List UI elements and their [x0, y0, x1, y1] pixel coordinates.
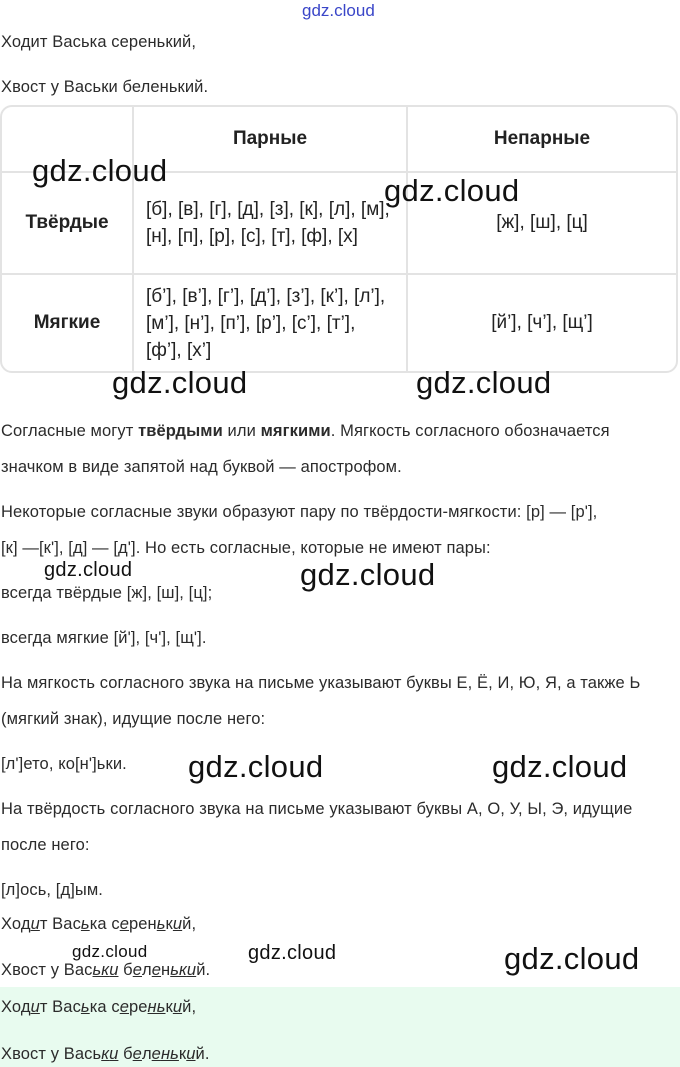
text-span: к	[165, 998, 173, 1016]
text-span: Ход	[1, 915, 31, 933]
marked-letter: и	[186, 961, 197, 979]
watermark: gdz.cloud	[112, 365, 248, 400]
text-span: н	[161, 961, 171, 979]
watermark: gdz.cloud	[300, 557, 436, 592]
watermark: gdz.cloud	[384, 173, 520, 208]
marked-letter: нь	[147, 998, 166, 1016]
text-span: б	[118, 1045, 133, 1063]
watermark: gdz.cloud	[32, 153, 168, 188]
text-span: ка с	[89, 915, 120, 933]
marked-letter: и	[172, 915, 183, 933]
consonants-table	[0, 105, 678, 373]
marked-letter: е	[132, 961, 143, 979]
marked-letter: и	[109, 1045, 119, 1063]
para1-line-2: значком в виде запятой над буквой — апострофом.	[1, 458, 402, 476]
poem-line-1: Ходит Васька серенький,	[1, 33, 197, 51]
row-label-hard: Твёрдые	[2, 172, 133, 274]
text-span: л	[141, 1045, 152, 1063]
marked-letter: ь	[156, 915, 166, 933]
watermark: gdz.cloud	[44, 559, 133, 581]
marked-letter: ьк	[170, 961, 187, 979]
text-span: ка с	[89, 998, 120, 1016]
soft-paired-cell: [б’], [в’], [г’], [д’], [з’], [к’], [л’], [м’], [н’], [п’], [р’], [с’], [т’], [ф’], [х’]	[133, 274, 407, 371]
para4-line-1: На твёрдость согласного звука на письме указывают буквы А, О, У, Ы, Э, идущие	[1, 800, 633, 818]
watermark: gdz.cloud	[188, 749, 324, 784]
text-span: й.	[195, 1045, 210, 1063]
text-span: к	[178, 1045, 187, 1063]
marked-letter: ьк	[92, 961, 110, 979]
text-span: ре	[128, 915, 148, 933]
marked-letter: и	[186, 1045, 196, 1063]
marked-letter: ь	[80, 915, 90, 933]
text-span: й,	[182, 998, 197, 1016]
para3-line-1: На мягкость согласного звука на письме указывают буквы Е, Ё, И, Ю, Я, а также Ь	[1, 674, 641, 692]
marked-letter: е	[119, 915, 129, 933]
text-span: й.	[196, 961, 211, 979]
table-row	[2, 274, 676, 371]
always-hard-line: всегда твёрдые [ж], [ш], [ц];	[1, 584, 213, 602]
para1-line-1	[1, 422, 610, 441]
text-span: Согласные могут	[1, 422, 139, 440]
text-span: т Вас	[39, 915, 81, 933]
marked-letter: нь	[160, 1045, 179, 1063]
watermark-top: gdz.cloud	[302, 1, 375, 20]
always-soft-line: всегда мягкие [й'], [ч'], [щ'].	[1, 629, 207, 647]
text-span: л	[142, 961, 152, 979]
poem-line-2: Хвост у Васьки беленький.	[1, 78, 209, 96]
marked-letter: и	[30, 998, 40, 1016]
table-header-unpaired: Непарные	[407, 107, 676, 172]
text-span: Хвост у Вась	[1, 1045, 102, 1063]
example-soft: [л']ето, ко[н']ьки.	[1, 755, 127, 773]
text-span: или	[222, 422, 261, 440]
text-span: ре	[128, 998, 148, 1016]
bold-term-soft: мягкими	[260, 422, 331, 440]
marked-poem-line-1	[1, 915, 196, 934]
marked-poem-line-2	[1, 961, 210, 980]
marked-letter: ь	[80, 998, 90, 1016]
row-label-soft: Мягкие	[2, 274, 133, 371]
soft-unpaired-cell: [й’], [ч’], [щ’]	[407, 274, 676, 371]
text-span: Хвост у Вас	[1, 961, 93, 979]
bold-term-hard: твёрдыми	[138, 422, 223, 440]
watermark: gdz.cloud	[72, 942, 148, 961]
watermark: gdz.cloud	[492, 749, 628, 784]
marked-letter: и	[172, 998, 183, 1016]
marked-letter: и	[30, 915, 40, 933]
watermark: gdz.cloud	[504, 941, 640, 976]
hard-unpaired-cell: [ж], [ш], [ц]	[407, 172, 676, 274]
para2-line-1: Некоторые согласные звуки образуют пару по твёрдости-мягкости: [р] — [р'],	[1, 503, 598, 521]
marked-letter: е	[151, 1045, 161, 1063]
para3-line-2: (мягкий знак), идущие после него:	[1, 710, 266, 728]
marked-letter: е	[132, 1045, 142, 1063]
text-span: к	[165, 915, 173, 933]
marked-letter: и	[109, 961, 119, 979]
answer-line-1	[1, 998, 196, 1017]
para4-line-2: после него:	[1, 836, 90, 854]
marked-letter: е	[151, 961, 162, 979]
example-hard: [л]ось, [д]ым.	[1, 881, 103, 899]
para2-line-2: [к] —[к'], [д] — [д']. Но есть согласные, которые не имеют пары:	[1, 539, 491, 557]
marked-letter: к	[101, 1045, 110, 1063]
text-span: т Вас	[39, 998, 81, 1016]
text-span: б	[118, 961, 133, 979]
text-span: Ход	[1, 998, 31, 1016]
watermark: gdz.cloud	[248, 942, 337, 964]
table-header-paired: Парные	[133, 107, 407, 172]
marked-letter: е	[119, 998, 129, 1016]
text-span: й,	[182, 915, 197, 933]
text-span: . Мягкость согласного обозначается	[330, 422, 610, 440]
answer-line-2	[1, 1045, 210, 1064]
text-span: н	[147, 915, 157, 933]
watermark: gdz.cloud	[416, 365, 552, 400]
hard-paired-cell: [б], [в], [г], [д], [з], [к], [л], [м], [н], [п], [р], [с], [т], [ф], [х]	[133, 172, 407, 274]
